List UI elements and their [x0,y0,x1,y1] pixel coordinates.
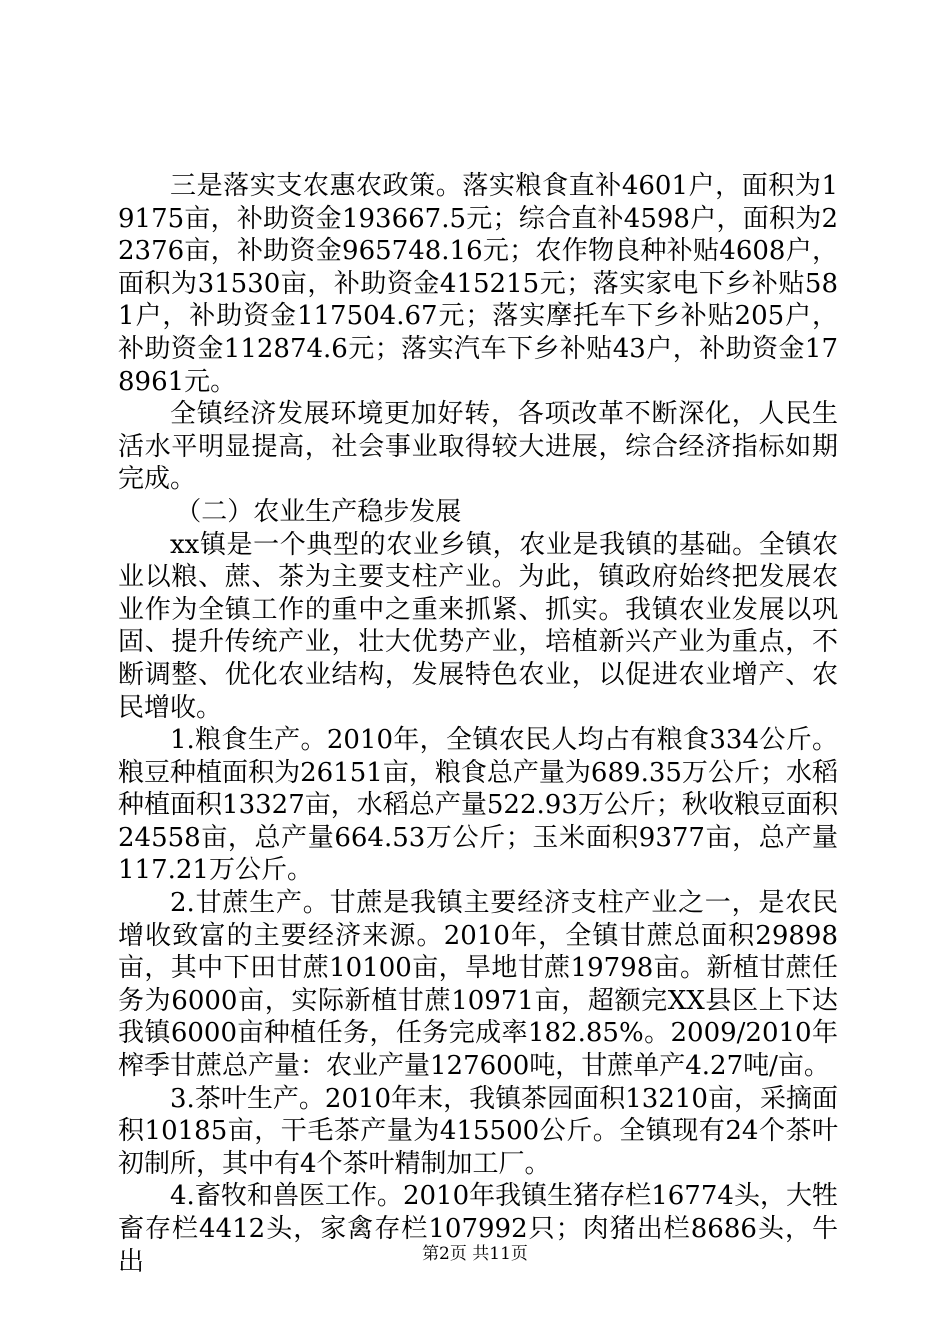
paragraph-policy-subsidies: 三是落实支农惠农政策。落实粮食直补4601户，面积为19175亩，补助资金193667.5元；综合直补4598户，面积为22376亩，补助资金965748.16元；农作物良种补贴4608户，面积为31530亩，补助资金415215元；落实家电下乡补贴581户，补助资金117504.67元；落实摩托车下乡补贴205户，补助资金112874.6元；落实汽车下乡补贴43户，补助资金178961元。 [118,171,838,397]
section-heading-agriculture: （二）农业生产稳步发展 [175,496,462,527]
paragraph-livestock-veterinary: 4.畜牧和兽医工作。2010年我镇生猪存栏16774头，大牲畜存栏4412头，家禽存栏107992只；肉猪出栏8686头，牛出 [118,1181,838,1277]
paragraph-economic-summary: 全镇经济发展环境更加好转，各项改革不断深化，人民生活水平明显提高，社会事业取得较大进展，综合经济指标如期完成。 [118,399,838,495]
page-number-footer: 第2页 共11页 [422,1244,528,1264]
paragraph-grain-production: 1.粮食生产。2010年，全镇农民人均占有粮食334公斤。粮豆种植面积为26151亩，粮食总产量为689.35万公斤；水稻种植面积13327亩，水稻总产量522.93万公斤；秋收粮豆面积24558亩，总产量664.53万公斤；玉米面积9377亩，总产量117.21万公斤。 [118,725,838,886]
paragraph-sugarcane-production: 2.甘蔗生产。甘蔗是我镇主要经济支柱产业之一，是农民增收致富的主要经济来源。2010年，全镇甘蔗总面积29898亩，其中下田甘蔗10100亩，旱地甘蔗19798亩。新植甘蔗任务为6000亩，实际新植甘蔗10971亩，超额完XX县区上下达我镇6000亩种植任务，任务完成率182.85%。2009/2010年榨季甘蔗总产量：农业产量127600吨，甘蔗单产4.27吨/亩。 [118,888,838,1082]
paragraph-agriculture-overview: xx镇是一个典型的农业乡镇，农业是我镇的基础。全镇农业以粮、蔗、茶为主要支柱产业。为此，镇政府始终把发展农业作为全镇工作的重中之重来抓紧、抓实。我镇农业发展以巩固、提升传统产业，壮大优势产业，培植新兴产业为重点，不断调整、优化农业结构，发展特色农业，以促进农业增产、农民增收。 [118,529,838,723]
document-body [118,170,838,1278]
paragraph-tea-production: 3.茶叶生产。2010年末，我镇茶园面积13210亩，采摘面积10185亩，干毛茶产量为415500公斤。全镇现有24个茶叶初制所，其中有4个茶叶精制加工厂。 [118,1083,838,1179]
